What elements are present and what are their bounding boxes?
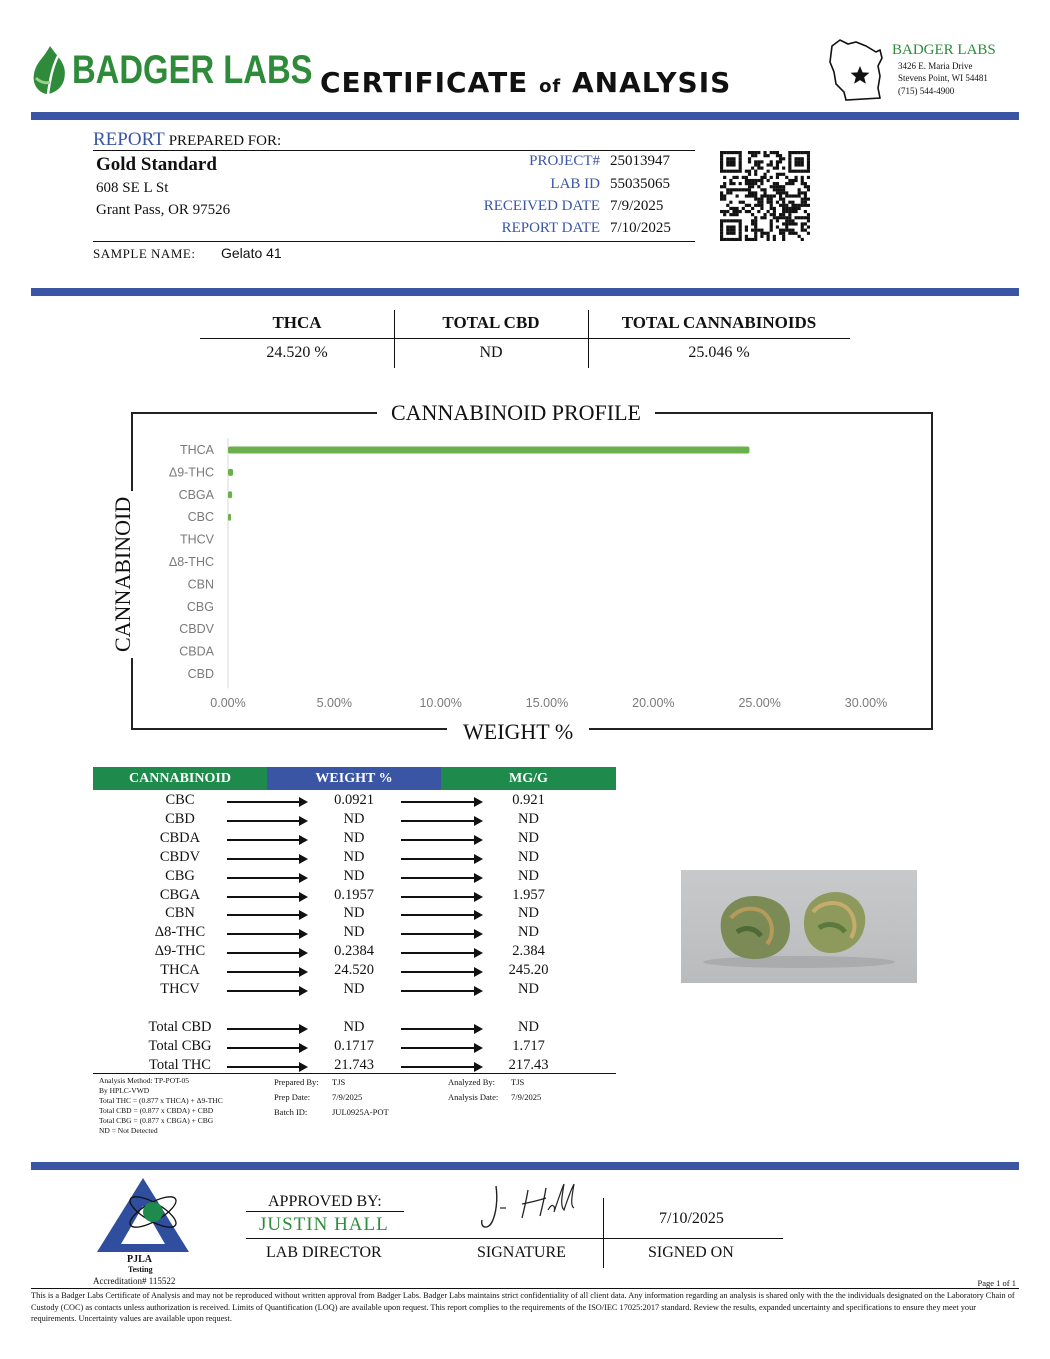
sample-divider bbox=[93, 241, 695, 242]
summary-total-cannabinoids-label: TOTAL CANNABINOIDS bbox=[621, 313, 817, 332]
weight-percent: ND bbox=[343, 867, 365, 884]
batch-id-value: JUL0925A-POT bbox=[332, 1107, 389, 1117]
weight-percent: ND bbox=[343, 1018, 365, 1035]
arrow-right-icon bbox=[227, 990, 306, 992]
method-note: Analysis Method: TP-POT-05 bbox=[99, 1076, 190, 1085]
qr-code-icon[interactable] bbox=[720, 151, 810, 241]
chart-category-label: Δ9-THC bbox=[168, 465, 214, 480]
arrow-right-icon bbox=[227, 971, 306, 973]
weight-percent: 24.520 bbox=[334, 962, 374, 979]
arrow-right-icon bbox=[227, 933, 306, 935]
mg-per-g: 2.384 bbox=[512, 943, 545, 960]
arrow-right-icon bbox=[227, 896, 306, 898]
arrow-right-icon bbox=[227, 952, 306, 954]
cannabinoid-name: CBDA bbox=[159, 829, 201, 846]
analysis-date-label: Analysis Date: bbox=[448, 1092, 499, 1102]
chart-x-tick-label: 25.00% bbox=[738, 696, 781, 710]
title-certificate: CERTIFICATE bbox=[320, 66, 529, 99]
approver-name: JUSTIN HALL bbox=[259, 1214, 389, 1235]
arrow-right-icon bbox=[401, 877, 481, 879]
approved-by-label: APPROVED BY: bbox=[268, 1193, 382, 1210]
signed-on-date: 7/10/2025 bbox=[659, 1210, 724, 1227]
mg-per-g: 1.717 bbox=[512, 1037, 545, 1054]
lab-name: BADGER LABS bbox=[892, 42, 996, 58]
weight-percent: 0.2384 bbox=[334, 943, 374, 960]
wisconsin-map-icon bbox=[826, 36, 890, 104]
sample-flower-image bbox=[681, 870, 917, 983]
summary-total-cannabinoids-value: 25.046 % bbox=[688, 344, 750, 361]
cannabinoid-name: CBGA bbox=[159, 886, 201, 903]
chart-y-axis-label: CANNABINOID bbox=[110, 491, 136, 658]
arrow-right-icon bbox=[227, 1066, 306, 1068]
lab-street: 3426 E. Maria Drive bbox=[898, 61, 973, 71]
chart-category-label: CBDA bbox=[179, 644, 214, 659]
summary-total-cbd-value: ND bbox=[479, 344, 503, 361]
cannabinoid-name: Total CBD bbox=[148, 1018, 212, 1035]
mg-per-g: ND bbox=[518, 867, 539, 884]
lab-city: Stevens Point, WI 54481 bbox=[898, 73, 988, 83]
arrow-right-icon bbox=[401, 858, 481, 860]
arrow-right-icon bbox=[227, 801, 306, 803]
report-date-value: 7/10/2025 bbox=[610, 220, 671, 236]
chart-category-label: CBN bbox=[187, 577, 214, 592]
arrow-right-icon bbox=[401, 914, 481, 916]
arrow-right-icon bbox=[227, 1047, 306, 1049]
summary-thca-label: THCA bbox=[272, 313, 322, 332]
chart-title: CANNABINOID PROFILE bbox=[377, 400, 655, 426]
mg-per-g: ND bbox=[518, 810, 539, 827]
client-name: Gold Standard bbox=[96, 154, 217, 175]
signature-label: SIGNATURE bbox=[477, 1244, 566, 1261]
table-header-cannabinoid: CANNABINOID bbox=[93, 767, 267, 790]
mg-per-g: 245.20 bbox=[508, 962, 549, 979]
sample-name-value: Gelato 41 bbox=[221, 245, 282, 261]
cannabinoid-name: CBD bbox=[165, 810, 195, 827]
arrow-right-icon bbox=[227, 877, 306, 879]
sample-name-label: SAMPLE NAME: bbox=[93, 246, 196, 261]
analyzed-by-value: TJS bbox=[511, 1077, 525, 1087]
cannabinoid-profile-chart bbox=[140, 436, 920, 718]
arrow-right-icon bbox=[401, 971, 481, 973]
method-note: By HPLC-VWD bbox=[99, 1086, 150, 1095]
chart-category-label: CBDV bbox=[179, 622, 214, 637]
cannabinoid-name: CBDV bbox=[159, 848, 201, 865]
chart-category-label: Δ8-THC bbox=[168, 555, 214, 569]
cannabinoid-name: Δ8-THC bbox=[154, 924, 206, 941]
pjla-label: PJLA bbox=[127, 1254, 152, 1265]
prepared-by-label: Prepared By: bbox=[274, 1077, 319, 1087]
document-title bbox=[320, 66, 731, 99]
arrow-right-icon bbox=[401, 820, 481, 822]
method-note: Total CBD = (0.877 x CBDA) + CBD bbox=[99, 1106, 214, 1115]
received-date-label: RECEIVED DATE bbox=[483, 198, 600, 214]
chart-category-label: CBD bbox=[187, 667, 214, 681]
report-label bbox=[93, 129, 281, 151]
cannabinoid-name: CBC bbox=[165, 792, 195, 808]
chart-x-axis-label: WEIGHT % bbox=[447, 719, 589, 745]
approved-by-rule bbox=[246, 1211, 404, 1212]
mg-per-g: ND bbox=[518, 981, 539, 997]
arrow-right-icon bbox=[401, 839, 481, 841]
chart-category-label: CBG bbox=[186, 599, 214, 614]
arrow-right-icon bbox=[401, 933, 481, 935]
weight-percent: 0.1957 bbox=[334, 886, 374, 903]
lab-id-value: 55035065 bbox=[610, 176, 670, 192]
analysis-date-value: 7/9/2025 bbox=[511, 1092, 542, 1102]
arrow-right-icon bbox=[227, 820, 306, 822]
prep-date-label: Prep Date: bbox=[274, 1092, 311, 1102]
received-date-value: 7/9/2025 bbox=[610, 198, 664, 214]
chart-x-tick-label: 0.00% bbox=[210, 696, 246, 710]
cannabinoid-name: CBN bbox=[165, 905, 195, 922]
arrow-right-icon bbox=[227, 858, 306, 860]
project-label: PROJECT# bbox=[529, 153, 600, 169]
summary-thca-value: 24.520 % bbox=[266, 344, 328, 361]
pjla-accreditation-logo-icon bbox=[95, 1176, 191, 1256]
signed-on-label: SIGNED ON bbox=[648, 1244, 734, 1261]
project-number: 25013947 bbox=[610, 153, 670, 169]
mg-per-g: ND bbox=[518, 848, 539, 865]
prep-date-value: 7/9/2025 bbox=[332, 1092, 363, 1102]
arrow-right-icon bbox=[227, 839, 306, 841]
cannabinoid-name: Total CBG bbox=[148, 1037, 212, 1054]
cannabinoid-name: THCV bbox=[160, 981, 200, 997]
chart-bar bbox=[228, 491, 232, 498]
chart-bar bbox=[228, 469, 233, 476]
batch-id-label: Batch ID: bbox=[274, 1107, 308, 1117]
title-of: of bbox=[539, 76, 562, 97]
badger-labs-leaf-logo-icon bbox=[28, 44, 72, 96]
weight-percent: ND bbox=[343, 848, 365, 865]
chart-bar bbox=[228, 447, 749, 454]
chart-category-label: CBGA bbox=[178, 487, 214, 502]
weight-percent: ND bbox=[343, 829, 365, 846]
table-header-weight: WEIGHT % bbox=[267, 767, 441, 790]
method-notes bbox=[99, 1076, 223, 1136]
chart-x-tick-label: 15.00% bbox=[525, 696, 569, 710]
mg-per-g: 1.957 bbox=[512, 886, 545, 903]
weight-percent: 0.1717 bbox=[334, 1037, 374, 1054]
client-city: Grant Pass, OR 97526 bbox=[96, 202, 231, 218]
arrow-right-icon bbox=[227, 1028, 306, 1030]
arrow-right-icon bbox=[401, 990, 481, 992]
mg-per-g: ND bbox=[518, 829, 539, 846]
weight-percent: ND bbox=[343, 924, 365, 941]
chart-x-tick-label: 5.00% bbox=[316, 696, 353, 710]
mg-per-g: 217.43 bbox=[508, 1056, 549, 1073]
cannabinoid-name: Total THC bbox=[149, 1056, 211, 1073]
header-divider bbox=[31, 112, 1019, 120]
page-number: Page 1 of 1 bbox=[977, 1278, 1016, 1288]
footer-rule bbox=[31, 1288, 1019, 1289]
analyzed-by-label: Analyzed By: bbox=[448, 1077, 495, 1087]
arrow-right-icon bbox=[401, 896, 481, 898]
chart-x-tick-label: 30.00% bbox=[844, 696, 888, 710]
arrow-right-icon bbox=[401, 1066, 481, 1068]
mg-per-g: ND bbox=[518, 924, 539, 941]
chart-bar bbox=[228, 514, 231, 521]
weight-percent: 21.743 bbox=[334, 1056, 374, 1073]
report-date-label: REPORT DATE bbox=[501, 220, 600, 236]
chart-category-label: THCV bbox=[179, 532, 214, 547]
method-note: Total THC = (0.877 x THCA) + Δ9-THC bbox=[99, 1096, 223, 1105]
title-analysis: ANALYSIS bbox=[572, 66, 732, 99]
footer-divider bbox=[31, 1162, 1019, 1170]
chart-x-tick-label: 20.00% bbox=[632, 696, 675, 710]
summary-rule bbox=[200, 338, 850, 339]
prepared-for-label: PREPARED FOR: bbox=[168, 133, 282, 149]
mg-per-g: 0.921 bbox=[512, 792, 545, 808]
approval-rule bbox=[246, 1238, 783, 1239]
disclaimer-text: This is a Badger Labs Certificate of Analysis and may not be reproduced without written approval from Badger Labs. Badger Labs maintains strict confidentiality of all client data. Any information regarding an analysis is shared only with the the individuals designated on the Laboratory Chain of Custody (COC) as contacts unless authorization is received. Limits of Quantification (LOQ) are available upon request. This report complies to the requirements of the ISO/IEC 17025:2017 standard. Review the results, expanded uncertainty and specifications to ensure they meet your requirements. Uncertainty values are available upon request. bbox=[31, 1291, 1015, 1323]
weight-percent: ND bbox=[343, 905, 365, 922]
arrow-right-icon bbox=[227, 914, 306, 916]
accreditation-number: Accreditation# 115522 bbox=[93, 1276, 176, 1286]
pjla-testing-label: Testing bbox=[128, 1265, 153, 1274]
cannabinoid-name: CBG bbox=[165, 867, 195, 884]
table-header-mgg: MG/G bbox=[441, 767, 616, 790]
report-word: REPORT bbox=[93, 129, 165, 150]
method-note: ND = Not Detected bbox=[99, 1126, 158, 1135]
weight-percent: 0.0921 bbox=[334, 792, 374, 808]
approver-role: LAB DIRECTOR bbox=[266, 1244, 382, 1261]
brand-wordmark: BADGER LABS bbox=[72, 48, 313, 92]
lab-phone: (715) 544-4900 bbox=[898, 86, 955, 96]
cannabinoid-name: THCA bbox=[160, 962, 200, 979]
lab-id-label: LAB ID bbox=[550, 176, 600, 192]
signature-separator bbox=[603, 1198, 604, 1268]
client-street: 608 SE L St bbox=[96, 180, 169, 196]
method-note: Total CBG = (0.877 x CBGA) + CBG bbox=[99, 1116, 214, 1125]
table-bottom-rule bbox=[93, 1073, 616, 1074]
sample-photo bbox=[681, 870, 917, 983]
chart-category-label: CBC bbox=[187, 510, 214, 525]
weight-percent: ND bbox=[343, 810, 365, 827]
arrow-right-icon bbox=[401, 801, 481, 803]
summary-total-cbd-label: TOTAL CBD bbox=[442, 313, 540, 332]
report-underline bbox=[93, 150, 695, 151]
chart-x-tick-label: 10.00% bbox=[419, 696, 462, 710]
arrow-right-icon bbox=[401, 1047, 481, 1049]
arrow-right-icon bbox=[401, 952, 481, 954]
cannabinoid-name: Δ9-THC bbox=[154, 943, 206, 960]
handwritten-signature bbox=[476, 1180, 580, 1236]
arrow-right-icon bbox=[401, 1028, 481, 1030]
chart-category-label: THCA bbox=[179, 443, 214, 457]
mg-per-g: ND bbox=[518, 1018, 539, 1035]
section-divider bbox=[31, 288, 1019, 296]
mg-per-g: ND bbox=[518, 905, 539, 922]
prepared-by-value: TJS bbox=[332, 1077, 346, 1087]
weight-percent: ND bbox=[343, 981, 365, 997]
